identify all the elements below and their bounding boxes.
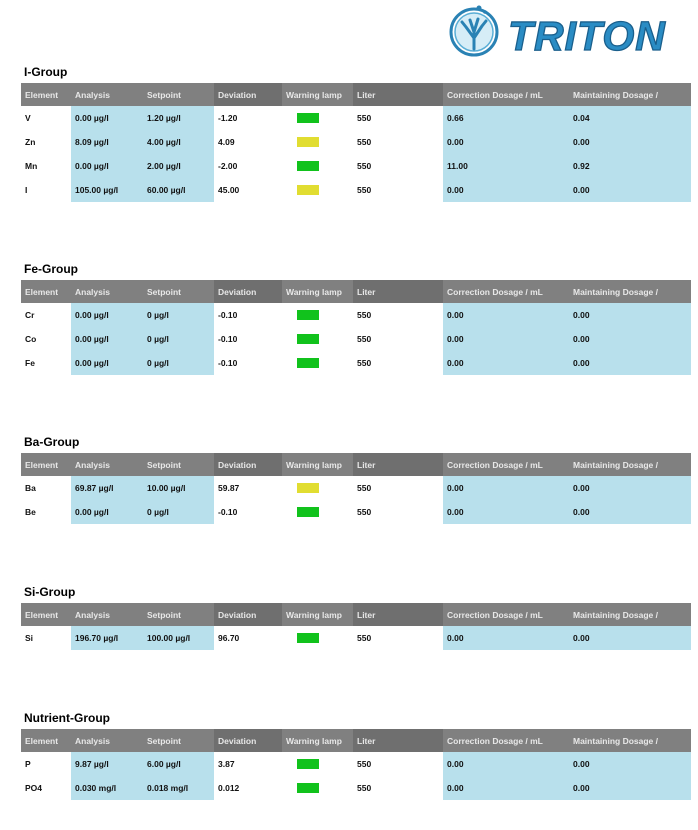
element-cell: I — [21, 178, 71, 202]
table-row — [21, 154, 691, 178]
warning-lamp-green — [297, 783, 319, 793]
column-header: Maintaining Dosage / — [569, 83, 691, 106]
correction-cell: 0.00 — [443, 626, 569, 650]
maintaining-cell: 0.00 — [569, 500, 691, 524]
liter-cell: 550 — [353, 776, 443, 800]
column-header: Deviation — [214, 280, 282, 303]
column-header: Setpoint — [143, 603, 214, 626]
element-cell: Ba — [21, 476, 71, 500]
maintaining-cell: 0.00 — [569, 327, 691, 351]
analysis-cell: 69.87 µg/l — [71, 476, 143, 500]
correction-cell: 0.00 — [443, 351, 569, 375]
setpoint-cell: 0 µg/l — [143, 327, 214, 351]
logo-wordmark: TRITON — [508, 13, 666, 59]
correction-cell: 0.00 — [443, 130, 569, 154]
group-title: Fe-Group — [24, 262, 78, 276]
warning-lamp-cell — [282, 626, 353, 650]
setpoint-cell: 60.00 µg/l — [143, 178, 214, 202]
table-row — [21, 351, 691, 375]
warning-lamp-cell — [282, 178, 353, 202]
warning-lamp-green — [297, 507, 319, 517]
liter-cell: 550 — [353, 351, 443, 375]
maintaining-cell: 0.00 — [569, 776, 691, 800]
setpoint-cell: 0 µg/l — [143, 351, 214, 375]
triton-logo — [448, 2, 666, 59]
header-row — [21, 453, 691, 476]
column-header: Element — [21, 83, 71, 106]
header-row — [21, 603, 691, 626]
group-table — [21, 729, 691, 800]
element-cell: Zn — [21, 130, 71, 154]
warning-lamp-cell — [282, 327, 353, 351]
column-header: Warning lamp — [282, 603, 353, 626]
table-row — [21, 476, 691, 500]
analysis-cell: 0.00 µg/l — [71, 327, 143, 351]
analysis-cell: 0.00 µg/l — [71, 106, 143, 130]
group-title: Nutrient-Group — [24, 711, 110, 725]
column-header: Warning lamp — [282, 453, 353, 476]
warning-lamp-yellow — [297, 137, 319, 147]
deviation-cell: -0.10 — [214, 327, 282, 351]
element-cell: Mn — [21, 154, 71, 178]
column-header: Maintaining Dosage / — [569, 603, 691, 626]
setpoint-cell: 6.00 µg/l — [143, 752, 214, 776]
column-header: Deviation — [214, 453, 282, 476]
deviation-cell: -2.00 — [214, 154, 282, 178]
analysis-cell: 0.00 µg/l — [71, 351, 143, 375]
liter-cell: 550 — [353, 752, 443, 776]
setpoint-cell: 2.00 µg/l — [143, 154, 214, 178]
group-title: Ba-Group — [24, 435, 80, 449]
correction-cell: 11.00 — [443, 154, 569, 178]
warning-lamp-cell — [282, 154, 353, 178]
correction-cell: 0.00 — [443, 178, 569, 202]
correction-cell: 0.00 — [443, 476, 569, 500]
setpoint-cell: 4.00 µg/l — [143, 130, 214, 154]
column-header: Warning lamp — [282, 280, 353, 303]
column-header: Liter — [353, 729, 443, 752]
column-header: Element — [21, 603, 71, 626]
correction-cell: 0.00 — [443, 500, 569, 524]
column-header: Setpoint — [143, 83, 214, 106]
maintaining-cell: 0.04 — [569, 106, 691, 130]
analysis-cell: 196.70 µg/l — [71, 626, 143, 650]
maintaining-cell: 0.00 — [569, 303, 691, 327]
deviation-cell: 0.012 — [214, 776, 282, 800]
setpoint-cell: 0.018 mg/l — [143, 776, 214, 800]
table-row — [21, 626, 691, 650]
deviation-cell: 96.70 — [214, 626, 282, 650]
header-row — [21, 280, 691, 303]
group-table — [21, 280, 691, 375]
column-header: Maintaining Dosage / — [569, 280, 691, 303]
correction-cell: 0.00 — [443, 327, 569, 351]
column-header: Deviation — [214, 83, 282, 106]
column-header: Setpoint — [143, 453, 214, 476]
deviation-cell: -0.10 — [214, 500, 282, 524]
liter-cell: 550 — [353, 626, 443, 650]
liter-cell: 550 — [353, 500, 443, 524]
table-row — [21, 178, 691, 202]
column-header: Element — [21, 280, 71, 303]
warning-lamp-cell — [282, 106, 353, 130]
maintaining-cell: 0.00 — [569, 476, 691, 500]
column-header: Analysis — [71, 729, 143, 752]
deviation-cell: 3.87 — [214, 752, 282, 776]
analysis-cell: 105.00 µg/l — [71, 178, 143, 202]
maintaining-cell: 0.00 — [569, 178, 691, 202]
header-row — [21, 83, 691, 106]
setpoint-cell: 0 µg/l — [143, 303, 214, 327]
liter-cell: 550 — [353, 130, 443, 154]
header-row — [21, 729, 691, 752]
column-header: Analysis — [71, 453, 143, 476]
triton-logo-graphic — [448, 2, 666, 59]
column-header: Element — [21, 729, 71, 752]
element-cell: Si — [21, 626, 71, 650]
analysis-cell: 0.030 mg/l — [71, 776, 143, 800]
analysis-cell: 9.87 µg/l — [71, 752, 143, 776]
warning-lamp-green — [297, 334, 319, 344]
column-header: Maintaining Dosage / — [569, 453, 691, 476]
group-table — [21, 603, 691, 650]
element-cell: Co — [21, 327, 71, 351]
warning-lamp-cell — [282, 752, 353, 776]
column-header: Setpoint — [143, 280, 214, 303]
correction-cell: 0.66 — [443, 106, 569, 130]
deviation-cell: 45.00 — [214, 178, 282, 202]
correction-cell: 0.00 — [443, 752, 569, 776]
group-title: I-Group — [24, 65, 68, 79]
warning-lamp-green — [297, 113, 319, 123]
setpoint-cell: 1.20 µg/l — [143, 106, 214, 130]
warning-lamp-cell — [282, 476, 353, 500]
column-header: Correction Dosage / mL — [443, 83, 569, 106]
column-header: Deviation — [214, 729, 282, 752]
warning-lamp-green — [297, 633, 319, 643]
warning-lamp-green — [297, 759, 319, 769]
analysis-cell: 0.00 µg/l — [71, 154, 143, 178]
liter-cell: 550 — [353, 178, 443, 202]
warning-lamp-cell — [282, 130, 353, 154]
column-header: Correction Dosage / mL — [443, 280, 569, 303]
warning-lamp-yellow — [297, 483, 319, 493]
column-header: Deviation — [214, 603, 282, 626]
maintaining-cell: 0.00 — [569, 130, 691, 154]
table-row — [21, 752, 691, 776]
warning-lamp-green — [297, 358, 319, 368]
warning-lamp-cell — [282, 500, 353, 524]
table-row — [21, 327, 691, 351]
deviation-cell: 4.09 — [214, 130, 282, 154]
setpoint-cell: 100.00 µg/l — [143, 626, 214, 650]
element-cell: PO4 — [21, 776, 71, 800]
column-header: Correction Dosage / mL — [443, 453, 569, 476]
analysis-cell: 8.09 µg/l — [71, 130, 143, 154]
column-header: Correction Dosage / mL — [443, 603, 569, 626]
element-cell: Be — [21, 500, 71, 524]
warning-lamp-cell — [282, 776, 353, 800]
element-cell: Cr — [21, 303, 71, 327]
element-cell: P — [21, 752, 71, 776]
group-table — [21, 453, 691, 524]
table-row — [21, 106, 691, 130]
analysis-cell: 0.00 µg/l — [71, 303, 143, 327]
warning-lamp-green — [297, 161, 319, 171]
group-title: Si-Group — [24, 585, 76, 599]
element-cell: V — [21, 106, 71, 130]
column-header: Maintaining Dosage / — [569, 729, 691, 752]
setpoint-cell: 10.00 µg/l — [143, 476, 214, 500]
warning-lamp-green — [297, 310, 319, 320]
table-row — [21, 500, 691, 524]
column-header: Warning lamp — [282, 729, 353, 752]
deviation-cell: -0.10 — [214, 303, 282, 327]
maintaining-cell: 0.92 — [569, 154, 691, 178]
column-header: Analysis — [71, 603, 143, 626]
column-header: Liter — [353, 453, 443, 476]
liter-cell: 550 — [353, 327, 443, 351]
column-header: Correction Dosage / mL — [443, 729, 569, 752]
deviation-cell: 59.87 — [214, 476, 282, 500]
column-header: Liter — [353, 603, 443, 626]
correction-cell: 0.00 — [443, 303, 569, 327]
column-header: Warning lamp — [282, 83, 353, 106]
liter-cell: 550 — [353, 154, 443, 178]
column-header: Setpoint — [143, 729, 214, 752]
warning-lamp-yellow — [297, 185, 319, 195]
column-header: Analysis — [71, 83, 143, 106]
warning-lamp-cell — [282, 303, 353, 327]
deviation-cell: -0.10 — [214, 351, 282, 375]
column-header: Analysis — [71, 280, 143, 303]
liter-cell: 550 — [353, 476, 443, 500]
analysis-cell: 0.00 µg/l — [71, 500, 143, 524]
liter-cell: 550 — [353, 303, 443, 327]
liter-cell: 550 — [353, 106, 443, 130]
correction-cell: 0.00 — [443, 776, 569, 800]
column-header: Element — [21, 453, 71, 476]
warning-lamp-cell — [282, 351, 353, 375]
maintaining-cell: 0.00 — [569, 626, 691, 650]
table-row — [21, 130, 691, 154]
column-header: Liter — [353, 280, 443, 303]
element-cell: Fe — [21, 351, 71, 375]
group-table — [21, 83, 691, 202]
table-row — [21, 303, 691, 327]
setpoint-cell: 0 µg/l — [143, 500, 214, 524]
maintaining-cell: 0.00 — [569, 752, 691, 776]
maintaining-cell: 0.00 — [569, 351, 691, 375]
column-header: Liter — [353, 83, 443, 106]
table-row — [21, 776, 691, 800]
deviation-cell: -1.20 — [214, 106, 282, 130]
